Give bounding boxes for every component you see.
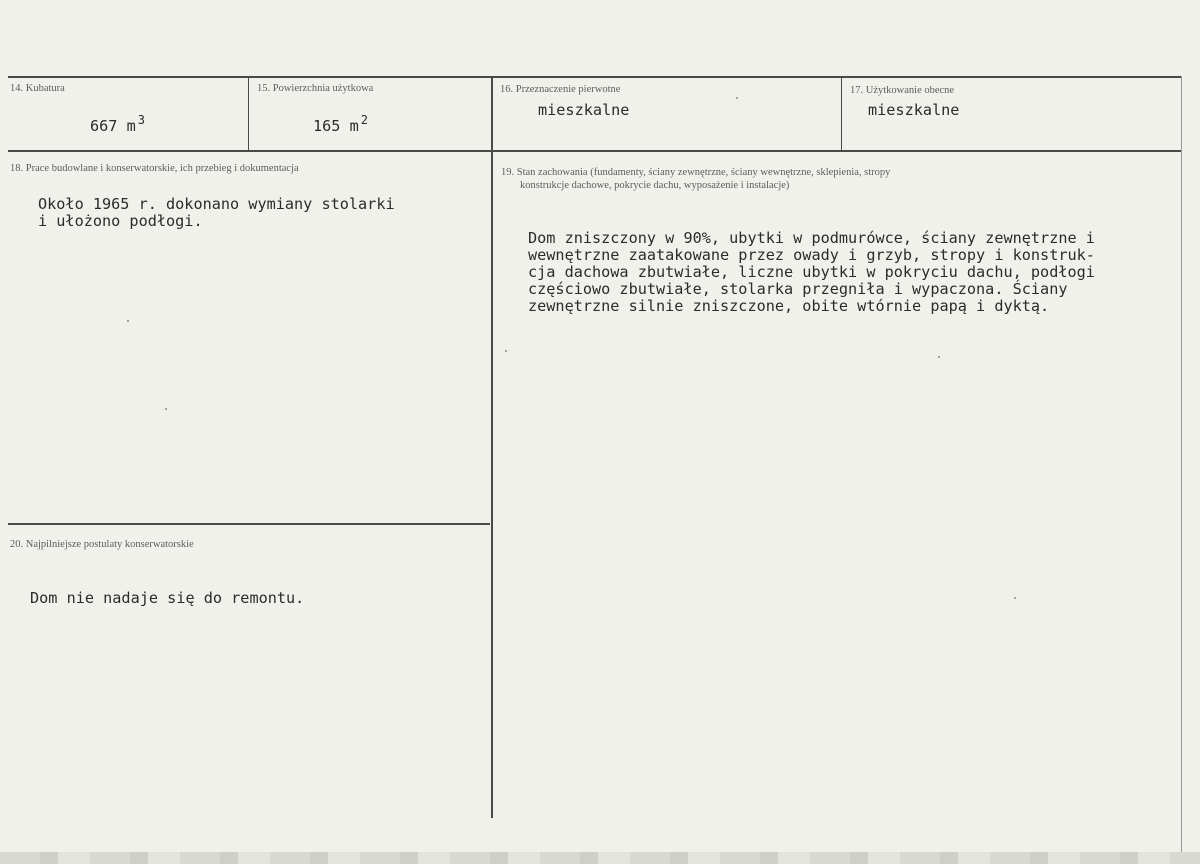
field-19-line-2: wewnętrzne zaatakowane przez owady i grzyb, stropy i konstruk-: [528, 246, 1095, 264]
field-19-label-line-1: 19. Stan zachowania (fundamenty, ściany zewnętrzne, ściany wewnętrzne, sklepienia, stropy: [501, 167, 891, 178]
field-15-unit-exponent: 2: [360, 113, 368, 127]
divider-16-17: [841, 76, 842, 151]
field-19-line-5: zewnętrzne silnie zniszczone, obite wtórnie papą i dyktą.: [528, 297, 1050, 315]
divider-main: [491, 76, 493, 818]
field-20-label: 20. Najpilniejsze postulaty konserwatorskie: [10, 539, 194, 550]
field-14-number: 667: [90, 117, 118, 135]
field-19-line-4: częściowo zbutwiałe, stolarka przegniła i wypaczona. Ściany: [528, 280, 1068, 298]
paper-speck: [1014, 597, 1016, 599]
field-18-line-2: i ułożono podłogi.: [38, 212, 203, 230]
top-rule: [8, 76, 1182, 78]
divider-14-15: [248, 76, 249, 151]
field-14-label: 14. Kubatura: [10, 83, 65, 94]
card-bottom-edge: [0, 852, 1200, 864]
field-17-value: mieszkalne: [868, 101, 960, 119]
field-16-value: mieszkalne: [538, 101, 630, 119]
row1-bottom-rule: [8, 150, 1182, 152]
row3-top-rule: [8, 523, 490, 525]
field-19-line-1: Dom zniszczony w 90%, ubytki w podmurówce, ściany zewnętrzne i: [528, 229, 1095, 247]
field-14-value: [90, 113, 145, 136]
right-edge-rule: [1181, 76, 1182, 856]
field-19-label-line-2: konstrukcje dachowe, pokrycie dachu, wyposażenie i instalacje): [520, 180, 790, 191]
field-18-label: 18. Prace budowlane i konserwatorskie, ich przebieg i dokumentacja: [10, 163, 299, 174]
field-15-value: [313, 113, 368, 136]
field-14-unit: m: [126, 117, 136, 135]
field-14-unit-exponent: 3: [137, 113, 145, 127]
paper-speck: [127, 320, 129, 322]
field-19-line-3: cja dachowa zbutwiałe, liczne ubytki w pokryciu dachu, podłogi: [528, 263, 1095, 281]
field-17-label: 17. Użytkowanie obecne: [850, 85, 955, 96]
field-18-line-1: Około 1965 r. dokonano wymiany stolarki: [38, 195, 395, 213]
paper-speck: [165, 408, 167, 410]
field-15-number: 165: [313, 117, 341, 135]
field-20-value: Dom nie nadaje się do remontu.: [30, 589, 305, 607]
field-15-label: 15. Powierzchnia użytkowa: [257, 83, 374, 94]
field-16-label: 16. Przeznaczenie pierwotne: [500, 84, 621, 95]
field-15-unit: m: [349, 117, 359, 135]
paper-speck: [938, 356, 940, 358]
paper-speck: [505, 350, 507, 352]
paper-speck: [736, 97, 738, 99]
